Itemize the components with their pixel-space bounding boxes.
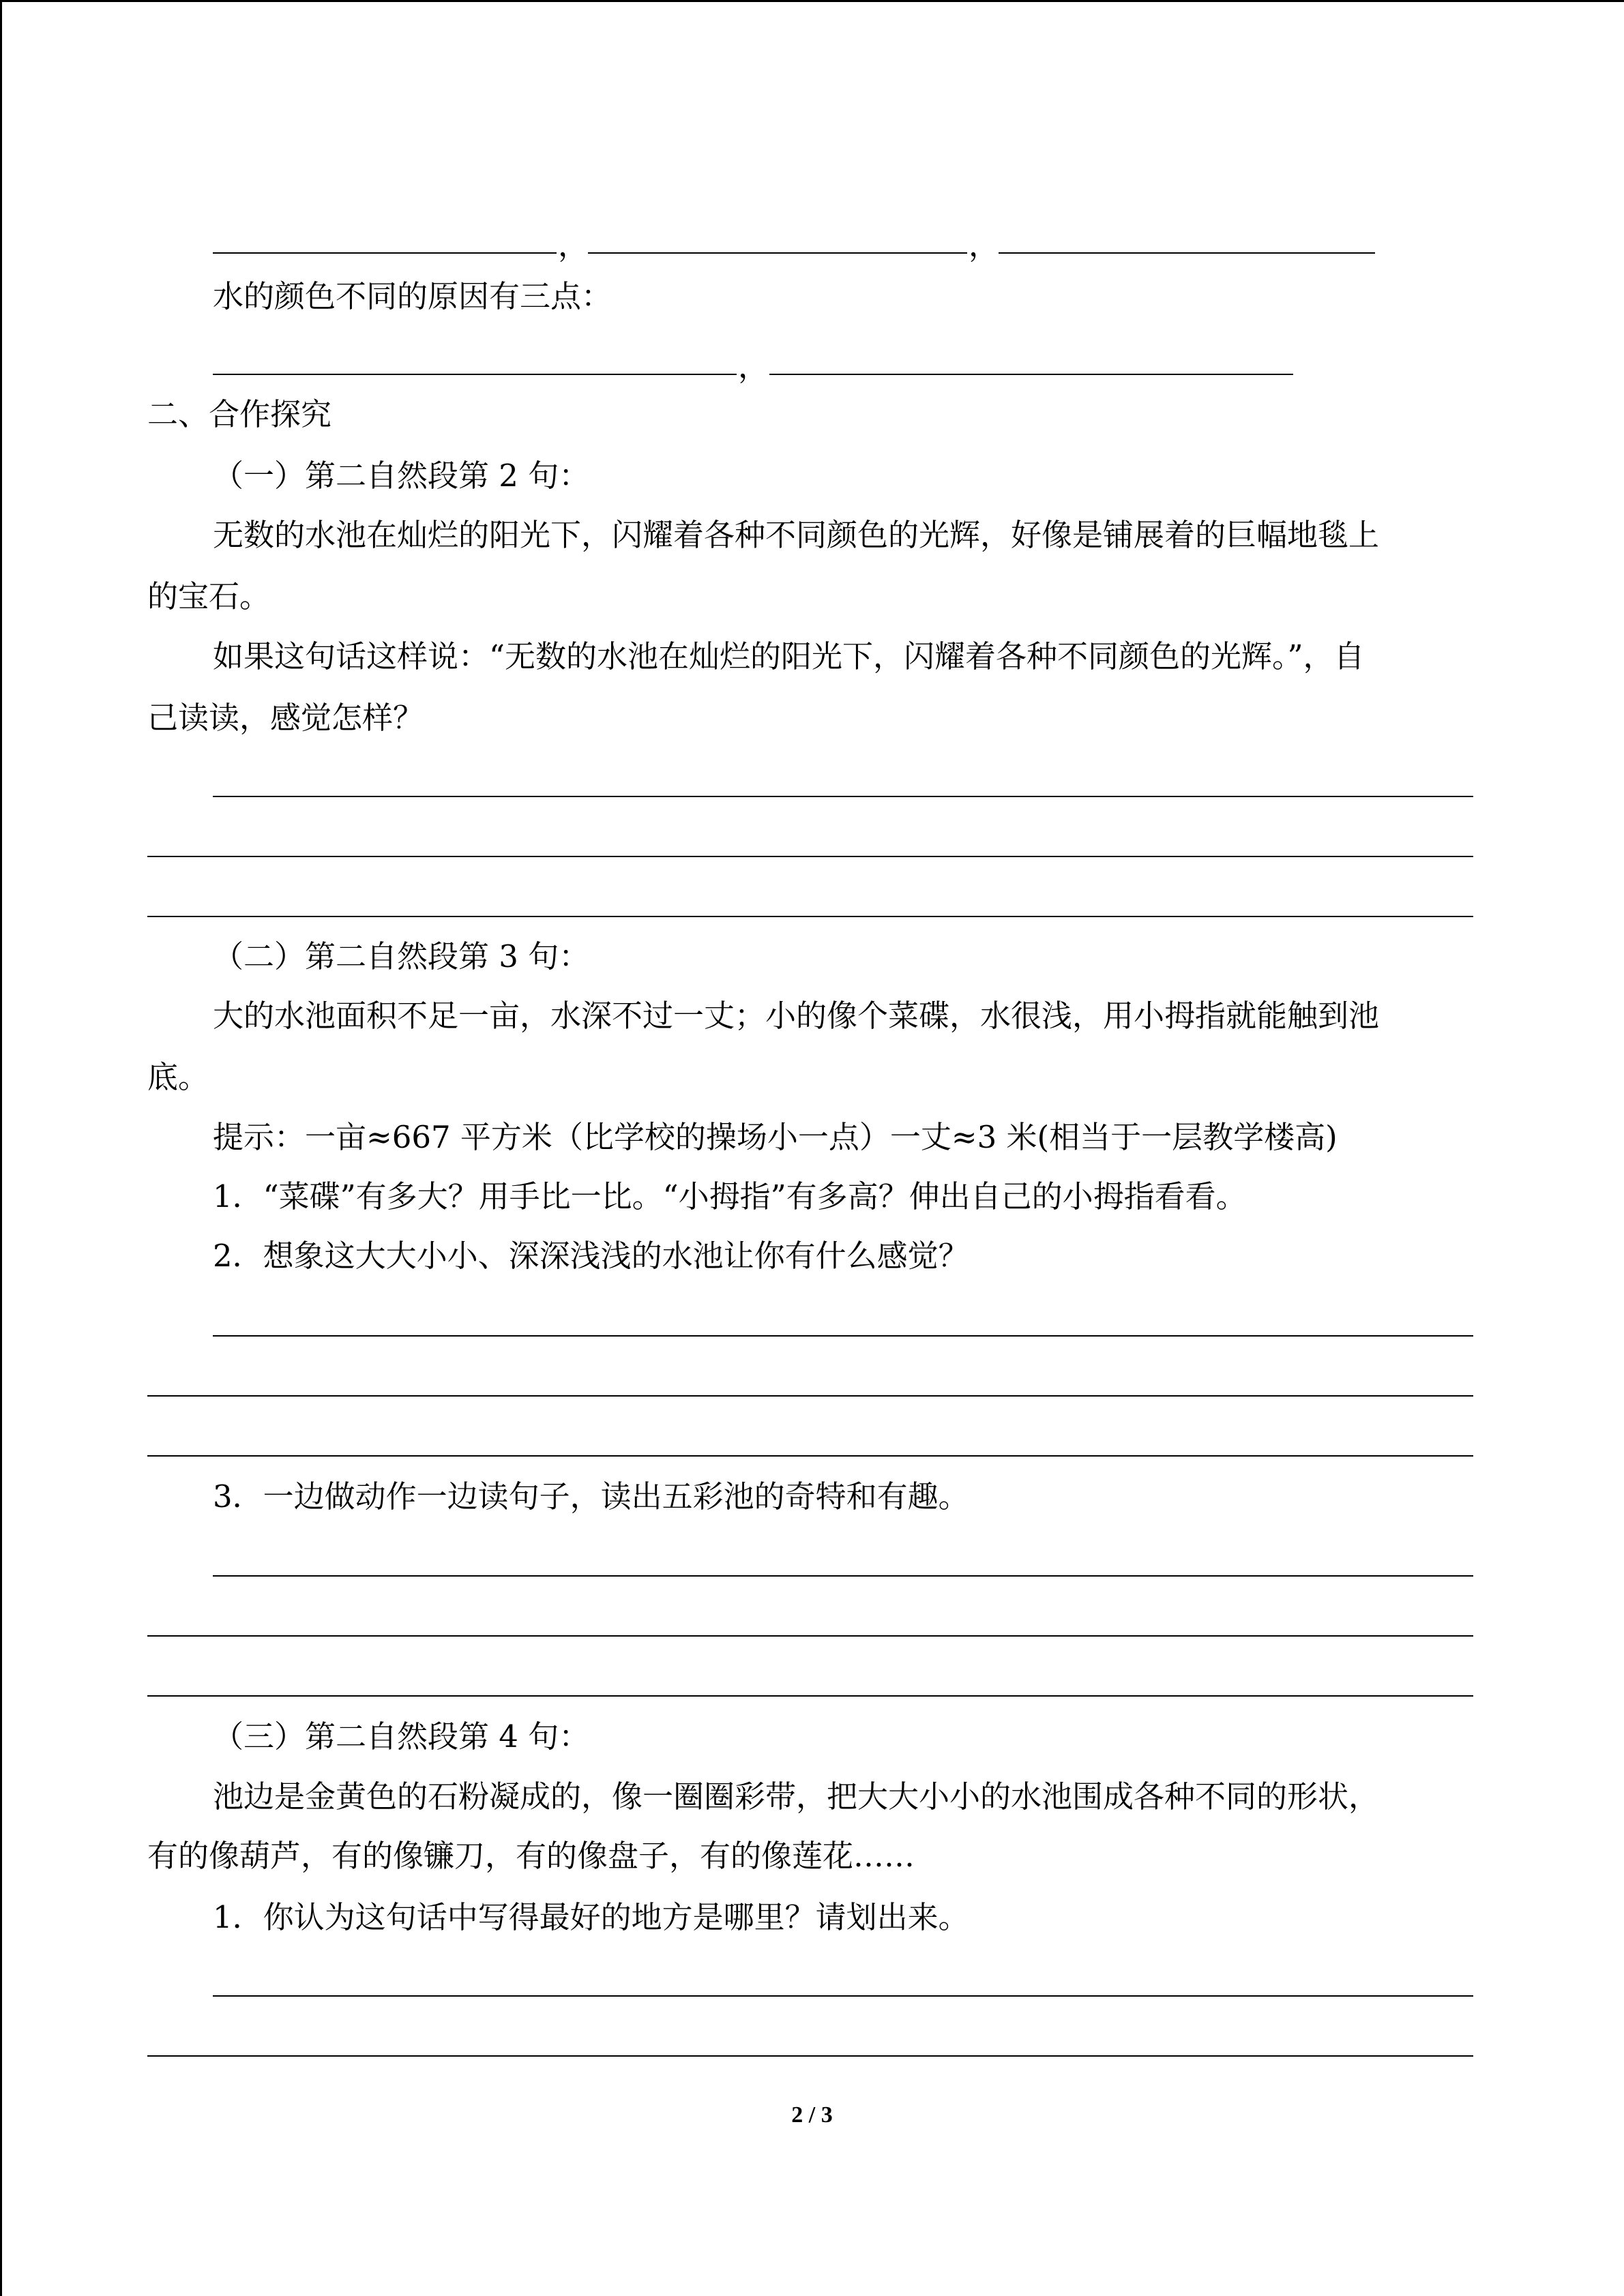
answer-line[interactable]: [213, 796, 1473, 797]
part1-question-line2: 己读读，感觉怎样？: [147, 700, 424, 736]
part2-quote-line2: 底。: [147, 1059, 209, 1095]
answer-line[interactable]: [147, 1695, 1473, 1697]
comma-2: ，: [969, 227, 1000, 263]
water-color-prompt: 水的颜色不同的原因有三点：: [213, 278, 612, 314]
part2-question-2: 2．想象这大大小小、深深浅浅的水池让你有什么感觉？: [213, 1238, 969, 1274]
part3-quote-line1: 池边是金黄色的石粉凝成的，像一圈圈彩带，把大大小小的水池围成各种不同的形状，: [213, 1778, 1380, 1815]
part3-heading: （三）第二自然段第 4 句：: [213, 1718, 590, 1755]
blank-line-5[interactable]: [769, 374, 1293, 375]
blank-line-1[interactable]: [213, 252, 557, 254]
answer-line[interactable]: [213, 1995, 1473, 1997]
part2-heading: （二）第二自然段第 3 句：: [213, 938, 590, 974]
part2-quote-line1: 大的水池面积不足一亩，水深不过一丈；小的像个菜碟，水很浅，用小拇指就能触到池: [213, 998, 1380, 1034]
part3-question-1: 1．你认为这句话中写得最好的地方是哪里？请划出来。: [213, 1899, 969, 1935]
section-title: 二、合作探究: [147, 396, 332, 432]
blank-line-3[interactable]: [999, 252, 1375, 254]
answer-line[interactable]: [147, 916, 1473, 917]
comma-1: ，: [558, 227, 589, 263]
answer-line[interactable]: [213, 1335, 1473, 1337]
blank-line-4[interactable]: [213, 374, 737, 375]
answer-line[interactable]: [213, 1575, 1473, 1577]
blank-line-2[interactable]: [588, 252, 967, 254]
answer-line[interactable]: [147, 1635, 1473, 1637]
part2-question-3: 3．一边做动作一边读句子，读出五彩池的奇特和有趣。: [213, 1478, 969, 1515]
part1-quote-line1: 无数的水池在灿烂的阳光下，闪耀着各种不同颜色的光辉，好像是铺展着的巨幅地毯上: [213, 517, 1380, 553]
answer-line[interactable]: [147, 1455, 1473, 1457]
part1-quote-line2: 的宝石。: [147, 578, 271, 614]
part2-question-1: 1．“菜碟”有多大？用手比一比。“小拇指”有多高？伸出自己的小拇指看看。: [213, 1178, 1247, 1214]
answer-line[interactable]: [147, 856, 1473, 857]
part1-question-line1: 如果这句话这样说：“无数的水池在灿烂的阳光下，闪耀着各种不同颜色的光辉。”，自: [213, 638, 1365, 674]
comma-3: ，: [738, 348, 769, 385]
answer-line[interactable]: [147, 1395, 1473, 1397]
part2-hint: 提示：一亩≈667 平方米（比学校的操场小一点）一丈≈3 米(相当于一层教学楼高): [213, 1119, 1338, 1155]
part1-heading: （一）第二自然段第 2 句：: [213, 458, 590, 494]
page-number: 2 / 3: [791, 2102, 833, 2128]
part3-quote-line2: 有的像葫芦，有的像镰刀，有的像盘子，有的像莲花……: [147, 1838, 915, 1874]
answer-line[interactable]: [147, 2055, 1473, 2057]
